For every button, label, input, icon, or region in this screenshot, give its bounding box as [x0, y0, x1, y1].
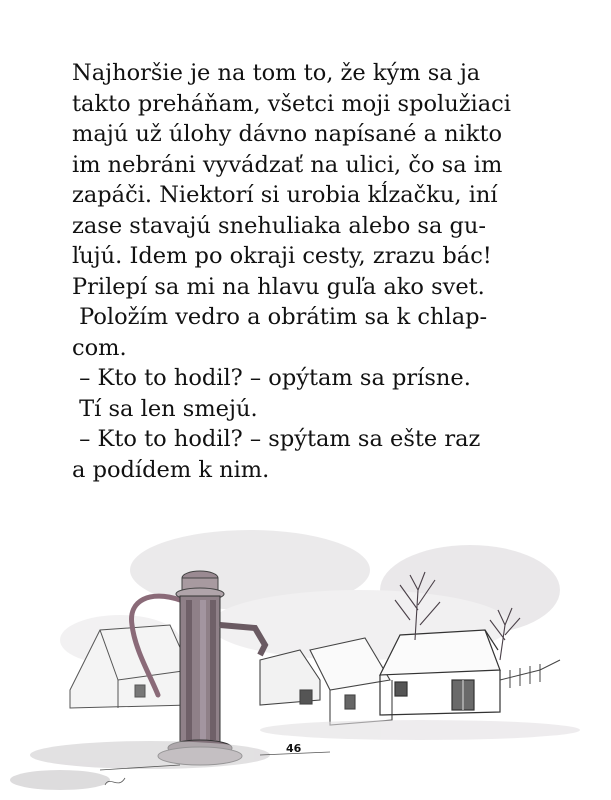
- text-line: Prilepí sa mi na hlavu guľa ako svet.: [72, 273, 485, 300]
- text-line: majú už úlohy dávno napísané a nikto: [72, 121, 503, 147]
- text-line: Položím vedro a obrátim sa k chlap-: [72, 304, 488, 330]
- snow-ground: [10, 720, 580, 790]
- house-right: [380, 630, 500, 715]
- text-line: a podídem k nim.: [72, 456, 270, 483]
- text-line: – Kto to hodil? – spýtam sa ešte raz: [72, 426, 481, 452]
- text-line: com.: [72, 334, 127, 361]
- winter-village-illustration: [0, 530, 611, 800]
- text-line: ľujú. Idem po okraji cesty, zrazu bác!: [72, 243, 492, 269]
- text-line: zase stavajú snehuliaka alebo sa gu-: [72, 212, 487, 239]
- text-line: zapáči. Niektorí si urobia kĺzačku, iní: [72, 182, 498, 208]
- text-line: – Kto to hodil? – opýtam sa prísne.: [72, 365, 471, 391]
- text-line: takto preháňam, všetci moji spolužiaci: [72, 90, 511, 117]
- text-line: Najhoršie je na tom to, že kým sa ja: [72, 60, 481, 86]
- body-text: [72, 58, 532, 485]
- text-line: im nebráni vyvádzať na ulici, čo sa im: [72, 151, 503, 178]
- fence: [500, 660, 560, 688]
- text-line: Tí sa len smejú.: [72, 395, 258, 422]
- page-number: 46: [286, 742, 302, 755]
